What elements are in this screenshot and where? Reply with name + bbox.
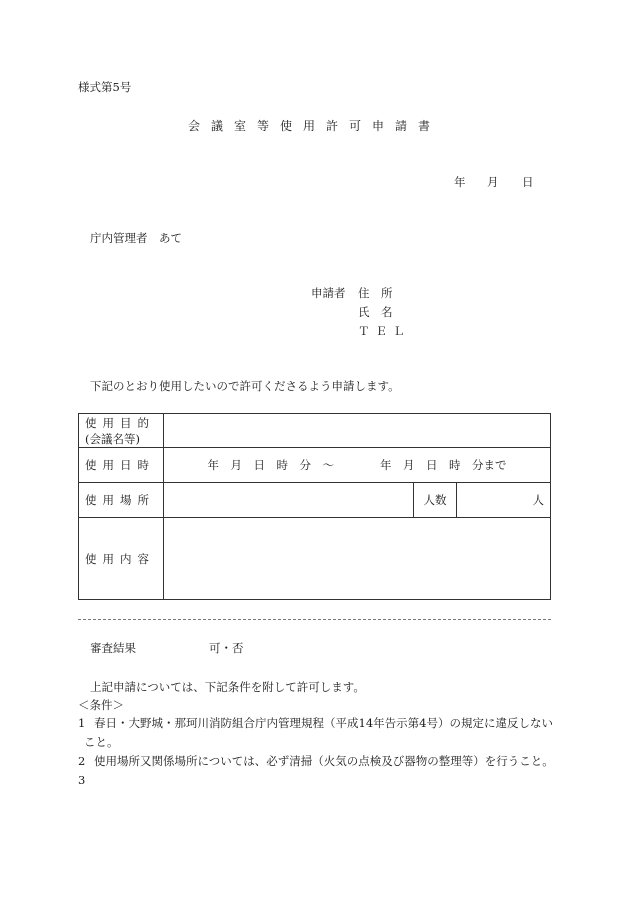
place-field[interactable] [164,483,414,518]
intro-text: 下記のとおり使用したいので許可くださるよう申請します。 [90,379,400,393]
date-year: 年 [454,175,466,189]
condition-1-continuation: こと。 [84,735,119,749]
addressee: 庁内管理者 あて [90,231,182,245]
table-row [79,483,551,518]
condition-2-number: 2 [78,754,86,768]
applicant-tel-label: ＴＥＬ [358,324,411,338]
condition-3-number: 3 [78,773,86,787]
content-label: 使用内容 [79,518,164,600]
content-field[interactable] [164,518,551,600]
purpose-label: 使用目的 [85,415,155,430]
datetime-label: 使用日時 [79,448,164,483]
application-table [78,413,551,600]
datetime-field[interactable] [164,448,551,483]
purpose-field[interactable] [164,414,551,448]
table-row [79,448,551,483]
date-day: 日 [522,175,534,189]
table-row [79,414,551,448]
purpose-sub-label: (会議名等) [85,431,140,446]
cut-line [78,619,551,620]
date-month: 月 [487,175,499,189]
count-label: 人数 [414,483,457,518]
count-unit: 人 [532,493,544,507]
review-value: 可・否 [209,641,244,655]
place-label: 使用場所 [79,483,164,518]
condition-1-number: 1 [78,716,86,730]
form-title: 会議室等使用許可申請書 [188,119,442,133]
applicant-name-label: 氏 名 [358,305,393,319]
count-field[interactable] [457,483,551,518]
datetime-value: 年 月 日 時 分 ～ 年 月 日 時 分まで [207,458,507,472]
applicant-address-label: 住 所 [358,286,393,300]
purpose-label-cell [79,414,164,448]
review-label: 審査結果 [90,641,136,655]
condition-1-text: 春日・大野城・那珂川消防組合庁内管理規程（平成14年告示第4号）の規定に違反しない [94,716,553,730]
table-row [79,518,551,600]
applicant-label: 申請者 [311,286,346,300]
permit-text: 上記申請については、下記条件を附して許可します。 [90,680,365,694]
form-number: 様式第5号 [78,80,132,94]
conditions-heading: ＜条件＞ [78,698,124,712]
condition-2-text: 使用場所又関係場所については、必ず清掃（火気の点検及び器物の整理等）を行うこと。 [94,754,554,768]
